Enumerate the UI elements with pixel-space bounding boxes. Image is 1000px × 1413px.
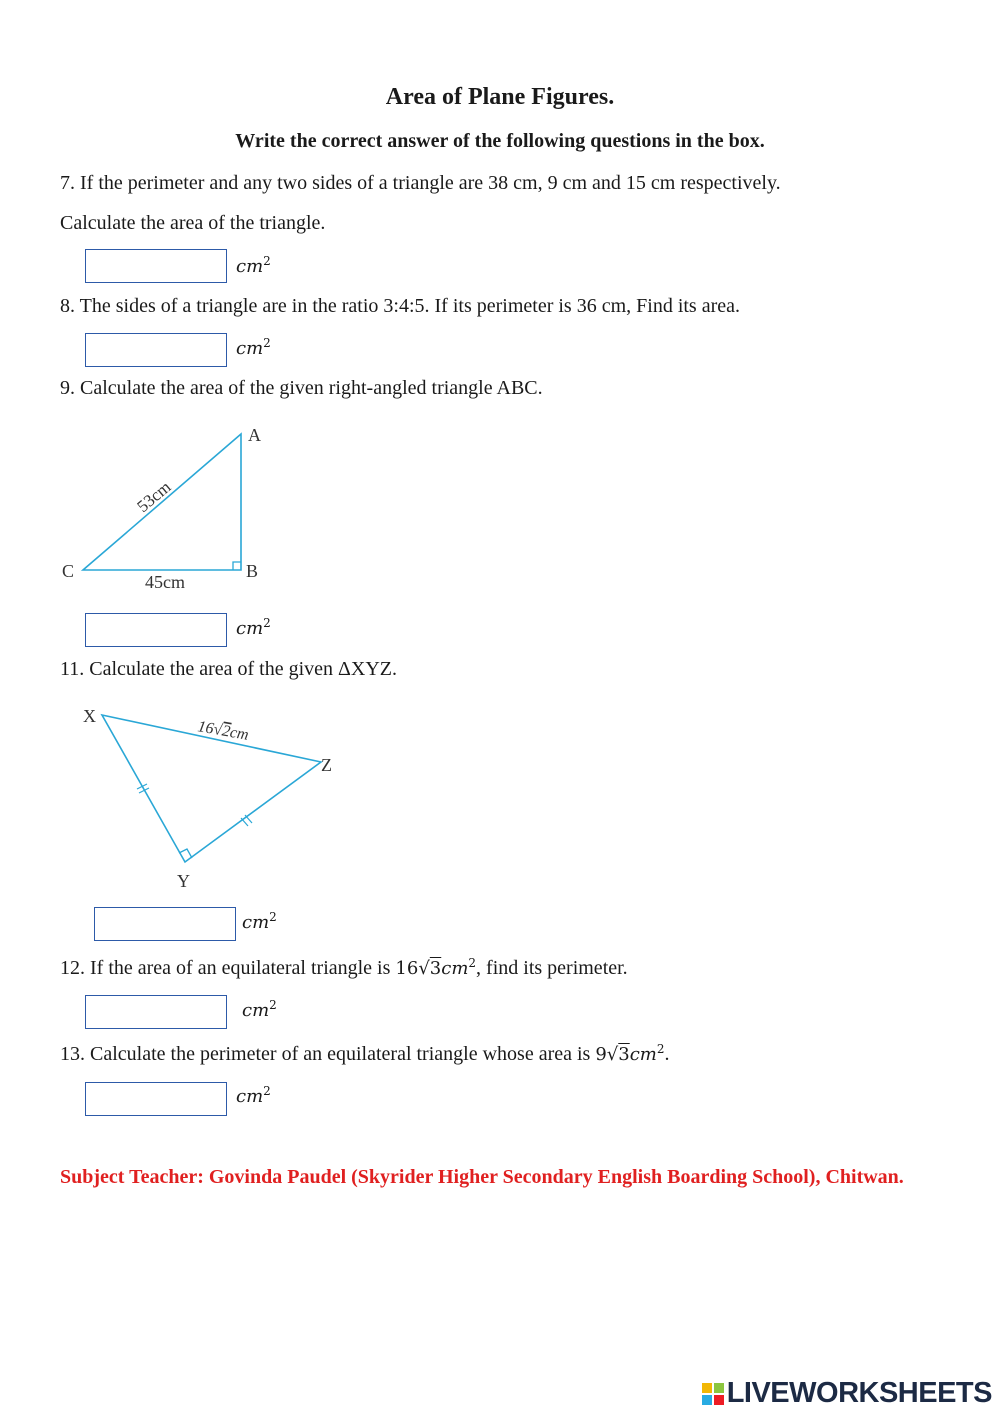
question-7-text: 7. If the perimeter and any two sides of a triangle are 38 cm, 9 cm and 15 cm respectively. [60, 172, 781, 194]
base-label: 45cm [145, 572, 185, 592]
liveworksheets-logo-icon [702, 1383, 724, 1405]
liveworksheets-logo-text: LIVEWORKSHEETS [726, 1377, 992, 1409]
answer-9-input[interactable] [85, 613, 227, 647]
hypotenuse-label: 53cm [133, 477, 175, 517]
answer-11-unit: $cm^2$ [242, 910, 277, 933]
answer-11-input[interactable] [94, 907, 236, 941]
answer-8-input[interactable] [85, 333, 227, 367]
question-7-text-continued: Calculate the area of the triangle. [60, 212, 326, 234]
instructions: Write the correct answer of the following questions in the box. [235, 130, 765, 152]
vertex-label-b: B [246, 561, 259, 581]
svg-text:16√2cm: 16√2cm [196, 718, 250, 744]
question-13-text: 13. Calculate the perimeter of an equilateral triangle whose area is $9√3cm^2$. [60, 1042, 670, 1065]
answer-12-unit: $cm^2$ [242, 998, 277, 1021]
vertex-label-y: Y [177, 871, 190, 891]
vertex-label-c: C [62, 561, 75, 581]
question-11-text: 11. Calculate the area of the given ΔXYZ. [60, 658, 397, 680]
answer-12-input[interactable] [85, 995, 227, 1029]
right-angle-mark-b [233, 562, 241, 570]
liveworksheets-logo [702, 1377, 992, 1410]
question-12-area-expression: $16√3cm^2$ [395, 956, 477, 979]
vertex-label-a: A [248, 425, 261, 445]
triangle-xyz-figure [75, 700, 350, 895]
side-xz-label [196, 718, 250, 744]
question-12-text: 12. If the area of an equilateral triangle is $16√3cm^2$, find its perimeter. [60, 956, 628, 979]
answer-7-input[interactable] [85, 249, 227, 283]
page-title: Area of Plane Figures. [385, 84, 615, 110]
answer-13-input[interactable] [85, 1082, 227, 1116]
question-9-text: 9. Calculate the area of the given right-angled triangle ABC. [60, 377, 543, 399]
answer-8-unit: $cm^2$ [236, 336, 271, 359]
vertex-label-x: X [83, 706, 96, 726]
answer-7-unit: $cm^2$ [236, 254, 271, 277]
question-13-area-expression: $9√3cm^2$ [595, 1042, 665, 1065]
question-8-text: 8. The sides of a triangle are in the ratio 3:4:5. If its perimeter is 36 cm, Find its area. [60, 295, 740, 317]
answer-9-unit: $cm^2$ [236, 616, 271, 639]
answer-13-unit: $cm^2$ [236, 1084, 271, 1107]
teacher-credit: Subject Teacher: Govinda Paudel (Skyrider Higher Secondary English Boarding School), Chitwan. [60, 1166, 904, 1188]
vertex-label-z: Z [321, 755, 332, 775]
triangle-abc-figure [55, 420, 285, 595]
